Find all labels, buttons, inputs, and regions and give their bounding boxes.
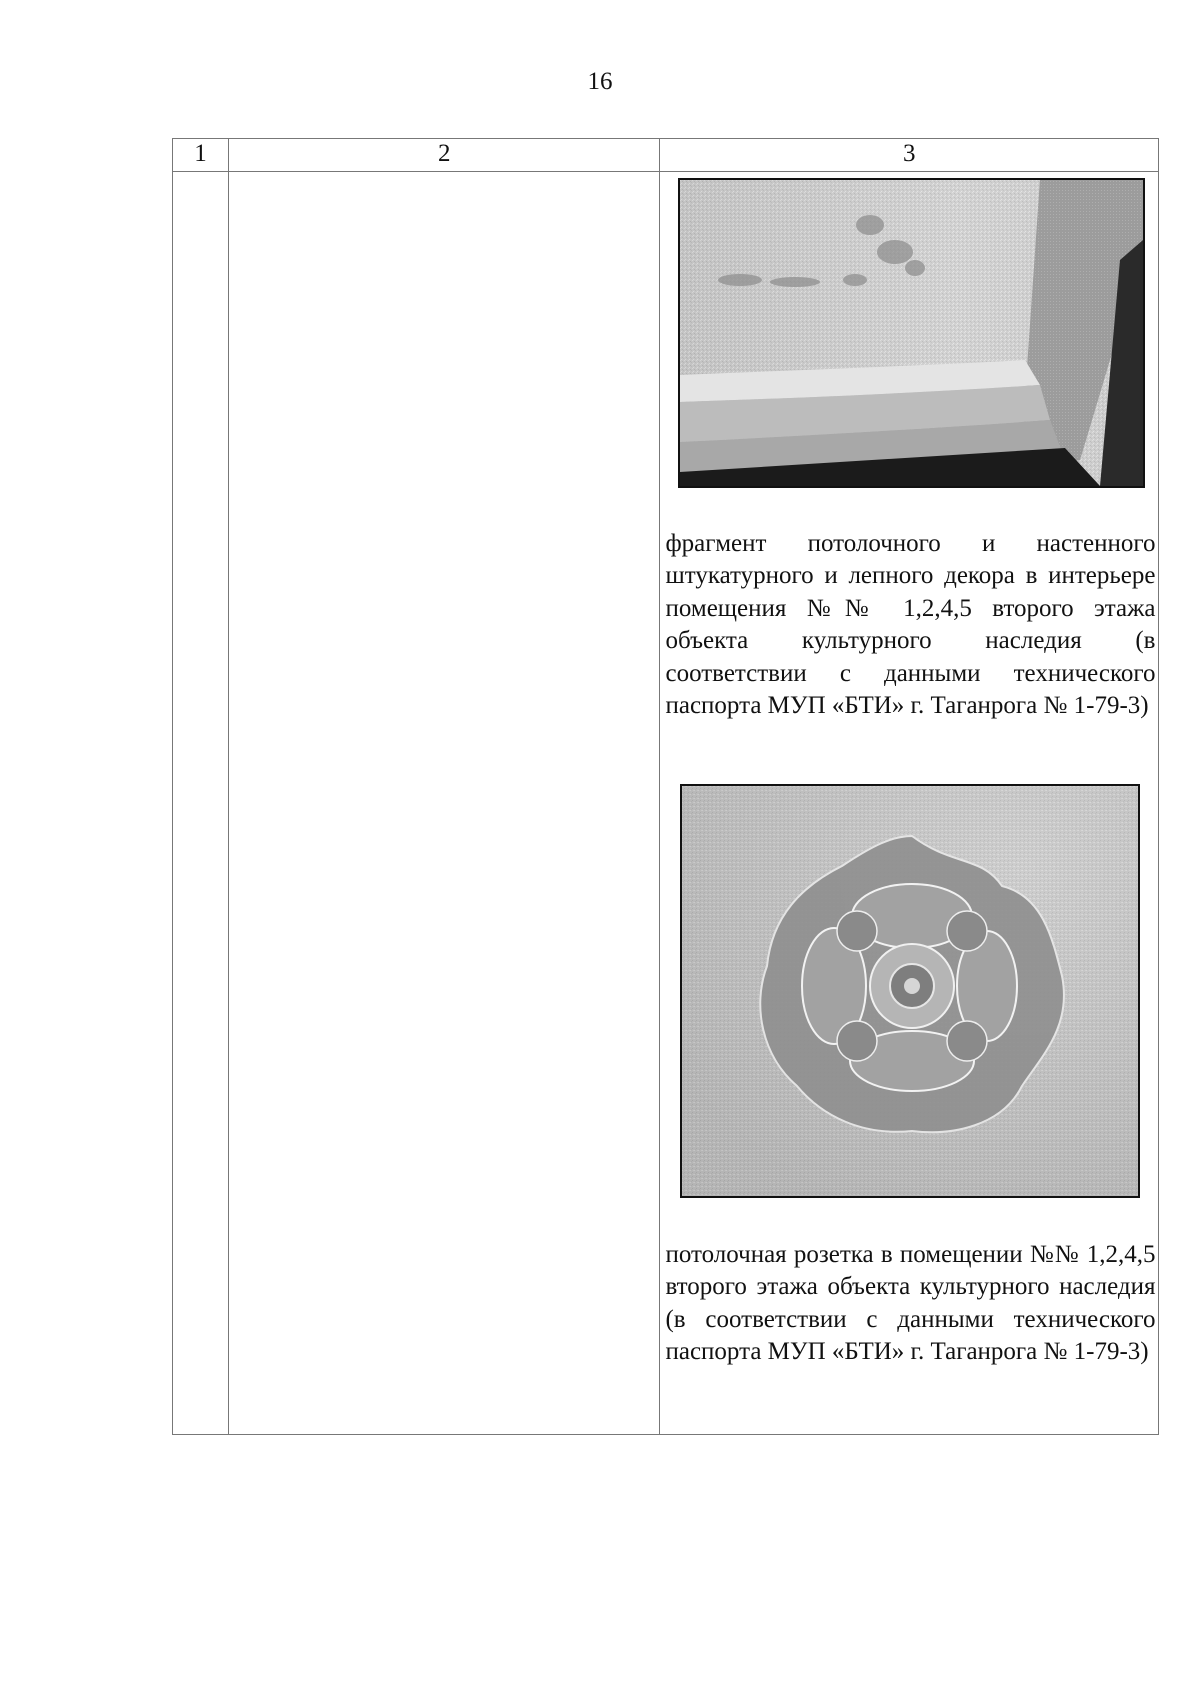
header-cell-3: 3 <box>660 139 1159 172</box>
row-cell-3 <box>660 172 1159 1435</box>
photo-ceiling-wall-stucco-fragment <box>678 178 1145 488</box>
header-cell-1: 1 <box>173 139 229 172</box>
document-table <box>172 138 1159 1435</box>
page-number: 16 <box>587 68 613 95</box>
caption-stucco-fragment: фрагмент потолочного и настенного штукатурного и лепного декора в интерьере помещения №№ 1,2,4,5 второго этажа объекта культурного наследия (в соответствии с данными технического паспорта МУП «БТИ» г. Таганрога № 1-79-3) <box>665 530 1156 720</box>
row-cell-2 <box>229 172 660 1435</box>
table-header-row <box>173 139 1159 172</box>
header-cell-2: 2 <box>229 139 660 172</box>
caption-ceiling-rosette: потолочная розетка в помещении №№ 1,2,4,5 второго этажа объекта культурного наследия (в соответствии с данными технического паспорта МУП «БТИ» г. Таганрога № 1-79-3) <box>665 1241 1156 1366</box>
photo-ceiling-rosette <box>680 784 1140 1198</box>
row-cell-1 <box>173 172 229 1435</box>
table-row <box>173 172 1159 1435</box>
